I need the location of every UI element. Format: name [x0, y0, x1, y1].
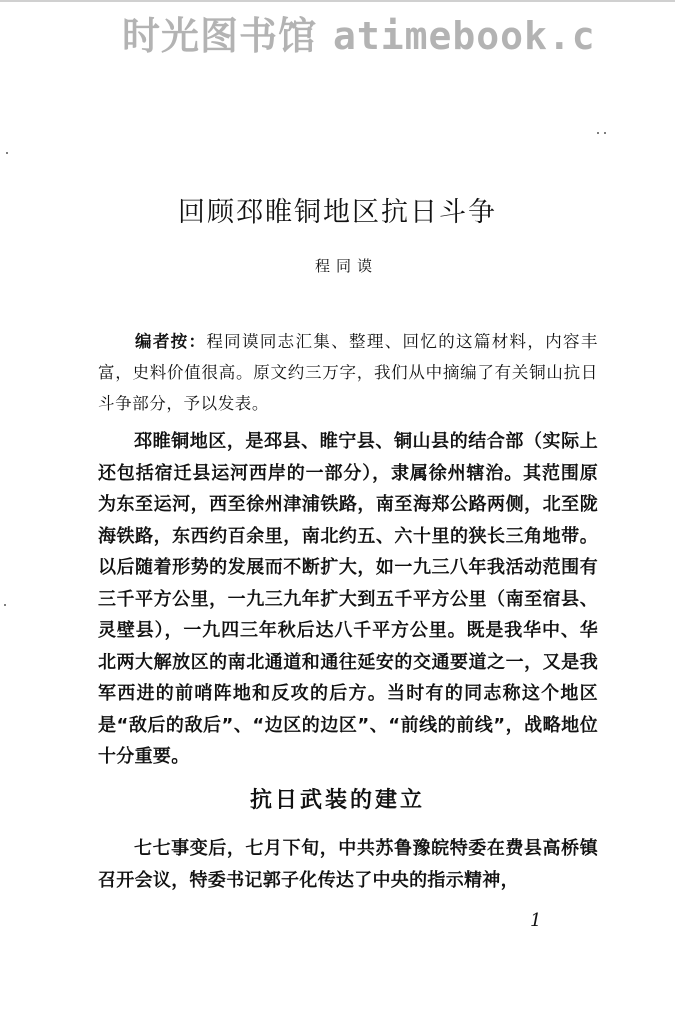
- watermark: [122, 10, 675, 62]
- page-number: 1: [530, 910, 542, 931]
- scan-speck: [4, 604, 6, 606]
- body-paragraph: 邳睢铜地区，是邳县、睢宁县、铜山县的结合部（实际上还包括宿迁县运河西岸的一部分），隶属徐州辖治。其范围原为东至运河，西至徐州津浦铁路，南至海郑公路两侧，北至陇海铁路，东西约百余里，南北约五、六十里的狭长三角地带。以后随着形势的发展而不断扩大，如一九三八年我活动范围有三千平方公里，一九三九年扩大到五千平方公里（南至宿县、灵壁县），一九四三年秋后达八千平方公里。既是我华中、华北两大解放区的南北通道和通往延安的交通要道之一，又是我军西进的前哨阵地和反攻的后方。当时有的同志称这个地区是“敌后的敌后”、“边区的边区”、“前线的前线”，战略地位十分重要。: [98, 431, 598, 767]
- editor-note-text: 程同谟同志汇集、整理、回忆的这篇材料，内容丰富，史料价值很高。原文约三万字，我们从中摘编了有关铜山抗日斗争部分，予以发表。: [98, 332, 598, 413]
- editor-note: [98, 326, 598, 419]
- watermark-site-name: 时光图书馆: [122, 14, 318, 58]
- scan-speck: [597, 132, 599, 134]
- article-title: 回顾邳睢铜地区抗日斗争: [178, 197, 497, 228]
- top-border-line: [0, 0, 675, 2]
- watermark-url: atimebook.c: [333, 14, 596, 58]
- section-heading: 抗日武装的建立: [249, 788, 425, 813]
- scan-speck: [6, 152, 8, 154]
- article-author: 程同谟: [314, 257, 378, 275]
- editor-note-label: 编者按：: [135, 332, 207, 351]
- body-paragraph: 七七事变后，七月下旬，中共苏鲁豫皖特委在费县高桥镇召开会议，特委书记郭子化传达了中央的指示精神，: [98, 838, 598, 891]
- scan-speck: [604, 132, 606, 134]
